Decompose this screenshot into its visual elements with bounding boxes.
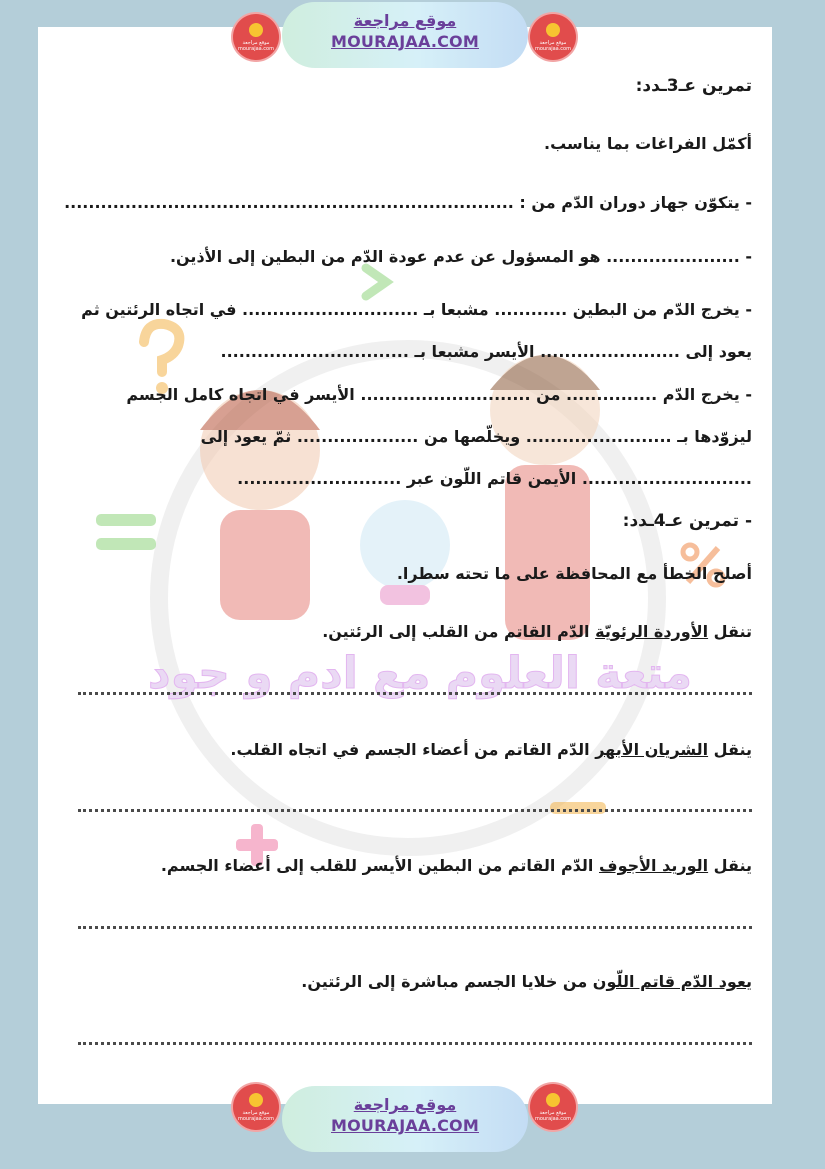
watermark-equals-icon <box>92 508 162 558</box>
answer-line-1[interactable] <box>78 692 752 695</box>
header-site-en[interactable]: MOURAJAA.COM <box>331 32 479 51</box>
underlined-term: يعود الدّم قاتم اللّون <box>592 972 752 991</box>
exercise4-sentence-2: ينقل الشريان الأبهر الدّم القاتم من أعضاء الجسم في اتجاه القلب. <box>230 740 752 759</box>
answer-line-3[interactable] <box>78 926 752 929</box>
underlined-term: الشريان الأبهر <box>595 740 709 759</box>
exercise4-sentence-4: يعود الدّم قاتم اللّون من خلايا الجسم مباشرة إلى الرئتين. <box>301 972 752 991</box>
exercise3-item-4-line-1: - يخرج الدّم ............... من ............................ الأيسر في اتجاه كامل الجسم <box>126 385 752 404</box>
exercise3-item-4-line-2: ليزوّدها بـ ........................ ويخلّصها من .................... ثمّ يعود إلى <box>200 427 752 446</box>
exercise4-title: - تمرين عـ4ـدد: <box>622 511 752 531</box>
exercise3-item-3-line-1: - يخرج الدّم من البطين ............ مشبعا بـ ............................. في اتجاه الرئتين ثم <box>81 300 752 319</box>
exercise3-item-4-line-3: ............................ الأيمن قاتم اللّون عبر ........................... <box>237 469 752 488</box>
underlined-term: الوريد الأجوف <box>598 856 709 875</box>
header-banner[interactable] <box>282 2 528 68</box>
watermark-minus-icon <box>548 798 608 818</box>
exercise3-item-1: - يتكوّن جهاز دوران الدّم من : .......................................................................... <box>64 193 752 212</box>
answer-line-4[interactable] <box>78 1042 752 1045</box>
answer-line-2[interactable] <box>78 809 752 812</box>
footer-logo-right: موقع مراجعة mourajaa.com <box>530 1084 576 1130</box>
exercise3-title: تمرين عـ3ـدد: <box>635 76 752 96</box>
watermark-children-illustration <box>200 330 630 650</box>
watermark-arrow-icon <box>360 262 410 302</box>
footer-site-ar[interactable]: موقع مراجعة <box>353 1095 457 1114</box>
exercise3-item-2: - ...................... هو المسؤول عن عدم عودة الدّم من البطين إلى الأذين. <box>169 247 752 266</box>
footer-logo-left: موقع مراجعة mourajaa.com <box>233 1084 279 1130</box>
footer-site-en[interactable]: MOURAJAA.COM <box>331 1116 479 1135</box>
exercise4-instruction: أصلح الخطأ مع المحافظة على ما تحته سطرا. <box>396 564 752 583</box>
exercise4-sentence-3: ينقل الوريد الأجوف الدّم القاتم من البطين الأيسر للقلب إلى أعضاء الجسم. <box>160 856 752 875</box>
exercise3-instruction: أكمّل الفراغات بما يناسب. <box>543 134 752 153</box>
footer-banner[interactable] <box>282 1086 528 1152</box>
watermark-text: متعة العلوم مع ادم و جود <box>148 648 692 699</box>
underlined-term: الأوردة الرئويّة <box>595 622 709 641</box>
header-logo-left: موقع مراجعة mourajaa.com <box>233 14 279 60</box>
exercise3-item-3-line-2: يعود إلى ....................... الأيسر مشبعا بـ ............................... <box>220 342 752 361</box>
header-logo-right: موقع مراجعة mourajaa.com <box>530 14 576 60</box>
header-site-ar[interactable]: موقع مراجعة <box>353 11 457 30</box>
exercise4-sentence-1: تنقل الأوردة الرئويّة الدّم القاتم من القلب إلى الرئتين. <box>322 622 752 641</box>
